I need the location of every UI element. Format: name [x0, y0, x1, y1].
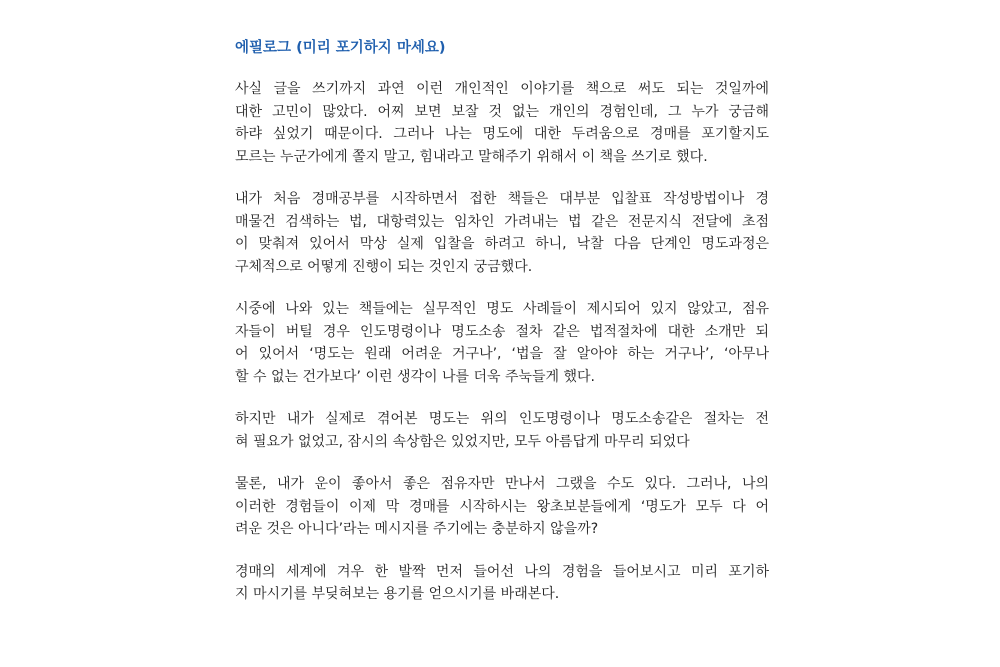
paragraph — [235, 408, 769, 453]
paragraph-line: 시중에 나와 있는 책들에는 실무적인 명도 사례들이 제시되어 있지 않았고, 점유 — [235, 301, 769, 317]
paragraph-line: 하랴 싶었기 때문이다. 그러나 나는 명도에 대한 두려움으로 경매를 포기할지도 — [235, 126, 769, 142]
paragraph-line: 어 있어서 ‘명도는 원래 어려운 거구나’, ‘법을 잘 알아야 하는 거구나’, ‘아무나 — [235, 346, 769, 362]
paragraph-line: 이러한 경험들이 이제 막 경매를 시작하시는 왕초보분들에게 ‘명도가 모두 다 어 — [235, 498, 769, 515]
paragraph-line: 하지만 내가 실제로 겪어본 명도는 위의 인도명령이나 명도소송같은 절차는 전 — [235, 411, 769, 427]
paragraph-line: 자들이 버틸 경우 인도명령이나 명도소송 절차 같은 법적절차에 대한 소개만 되 — [235, 323, 769, 340]
paragraph — [235, 298, 769, 388]
document-page — [235, 38, 769, 626]
paragraph-line: 지 마시기를 부딪혀보는 용기를 얻으시기를 바래본다. — [235, 586, 560, 602]
paragraph-line: 내가 처음 경매공부를 시작하면서 접한 책들은 대부분 입찰표 작성방법이나 경 — [235, 191, 769, 207]
paragraph-line: 할 수 없는 건가보다’ 이런 생각이 나를 더욱 주눅들게 했다. — [235, 368, 596, 385]
page-title: 에필로그 (미리 포기하지 마세요) — [235, 40, 446, 56]
paragraph-line: 이 맞춰져 있어서 막상 실제 입찰을 하려고 하니, 낙찰 다음 단계인 명도과정은 — [235, 236, 769, 252]
paragraph-line: 사실 글을 쓰기까지 과연 이런 개인적인 이야기를 책으로 써도 되는 것일까에 — [235, 81, 769, 97]
paragraph-line: 구체적으로 어떻게 진행이 되는 것인지 궁금했다. — [235, 258, 533, 275]
paragraph-line: 모르는 누군가에게 쫄지 말고, 힘내라고 말해주기 위해서 이 책을 쓰기로 했다. — [235, 148, 708, 165]
paragraph — [235, 78, 769, 168]
paragraph — [235, 473, 769, 541]
paragraph — [235, 561, 769, 606]
paragraph-line: 경매의 세계에 겨우 한 발짝 먼저 들어선 나의 경험을 들어보시고 미리 포기하 — [235, 563, 769, 580]
paragraph-line: 혀 필요가 없었고, 잠시의 속상함은 있었지만, 모두 아름답게 마무리 되었다 — [235, 433, 690, 450]
paragraph — [235, 188, 769, 278]
document-body — [235, 78, 769, 606]
paragraph-line: 대한 고민이 많았다. 어찌 보면 보잘 것 없는 개인의 경험인데, 그 누가 궁금해 — [235, 103, 769, 120]
paragraph-line: 려운 것은 아니다’라는 메시지를 주기에는 충분하지 않을까? — [235, 521, 599, 537]
paragraph-line: 물론, 내가 운이 좋아서 좋은 점유자만 만나서 그랬을 수도 있다. 그러나, 나의 — [235, 476, 769, 492]
paragraph-line: 매물건 검색하는 법, 대항력있는 임차인 가려내는 법 같은 전문지식 전달에 초점 — [235, 213, 769, 230]
